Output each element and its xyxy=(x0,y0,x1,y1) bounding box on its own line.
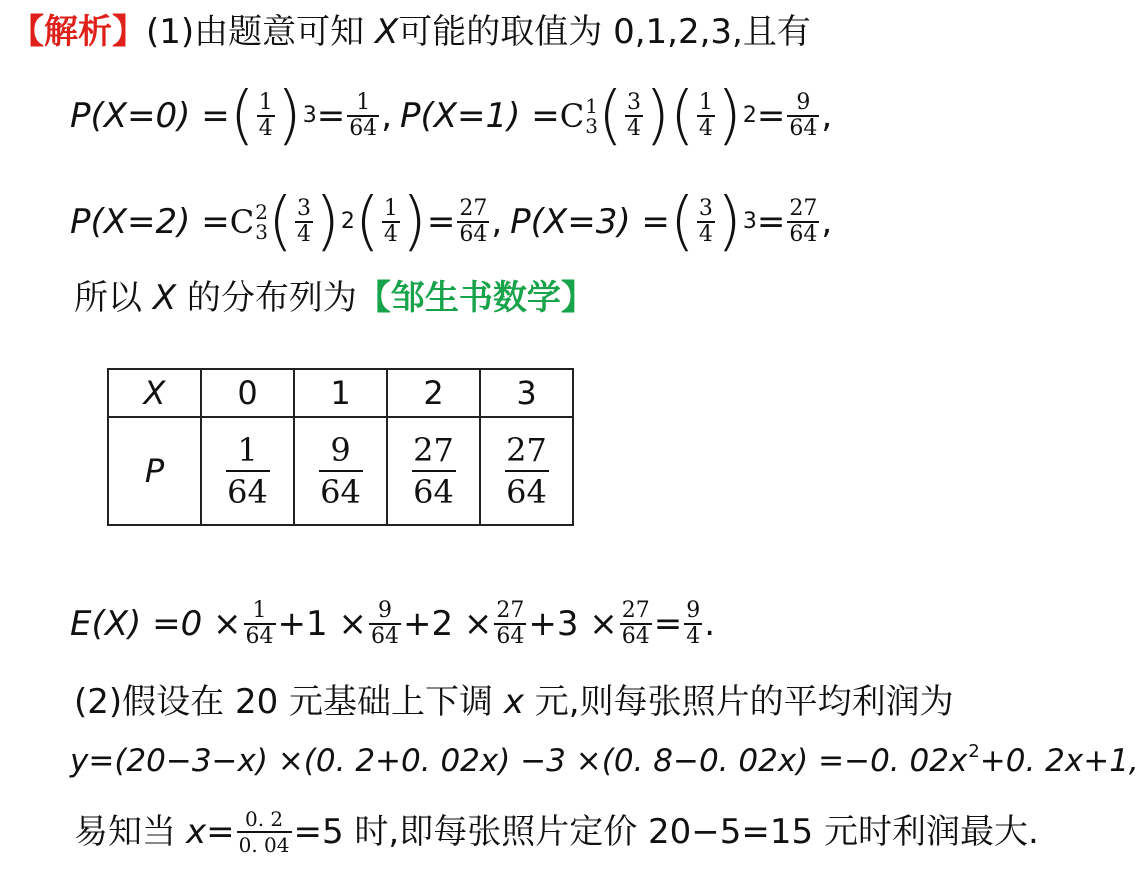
table-cell: X xyxy=(108,369,201,417)
part2-line-1: (2)假设在 20 元基础上下调 x 元,则每张照片的平均利润为 xyxy=(74,682,954,722)
analysis-line-1: 【解析】(1)由题意可知 X可能的取值为 0,1,2,3,且有 xyxy=(10,12,811,52)
table-cell: 3 xyxy=(480,369,573,417)
distribution-table xyxy=(107,368,574,526)
table-header-row xyxy=(108,369,573,417)
part2-line-2: y=(20−3−x) ×(0. 2+0. 02x) −3 ×(0. 8−0. 02x) =−0. $02x^2+0$. 2x+1, xyxy=(70,741,1139,779)
table-cell: 1 xyxy=(294,369,387,417)
table-cell: 2 xyxy=(387,369,480,417)
prob-line-1: P(X=0) = ( 1 4 ) 3 = $\frac{1}{64}$ , P(X=1) = C 1 3 ( 3 4 ) ( 1 4 ) 2 = $\frac{9}{64}$ , xyxy=(70,79,833,153)
table-cell: P xyxy=(108,417,201,525)
table-cell: $\frac{9}{64}$ xyxy=(294,417,387,525)
table-cell: $\frac{27}{64}$ xyxy=(387,417,480,525)
prob-line-2: P(X=2) = C 2 3 ( 3 4 ) 2 ( 1 4 ) = $\frac{27}{64}$ , P(X=3) = ( 3 4 ) 3 = $\frac{27}{64}$ , xyxy=(70,185,833,259)
brand-label: 【邹生书数学】 xyxy=(356,278,595,318)
table-row xyxy=(108,417,573,525)
analysis-label: 【解析】 xyxy=(10,12,146,52)
table-cell: 0 xyxy=(201,369,294,417)
distribution-intro: 所以 X 的分布列为【邹生书数学】 xyxy=(74,278,595,318)
expectation-line: E(X) =0 × $\frac{1}{64}$ +1 × $\frac{9}{64}$ +2 × $\frac{27}{64}$ +3 × $\frac{27}{64}$ = $\frac{9}{4}$ . xyxy=(70,598,716,649)
part2-line-3: 易知当 x= $\frac{0. 2}{0. 04}$ =5 时,即每张照片定价 20−5=15 元时利润最大. xyxy=(74,807,1039,857)
table-cell: $\frac{27}{64}$ xyxy=(480,417,573,525)
table-cell: $\frac{1}{64}$ xyxy=(201,417,294,525)
